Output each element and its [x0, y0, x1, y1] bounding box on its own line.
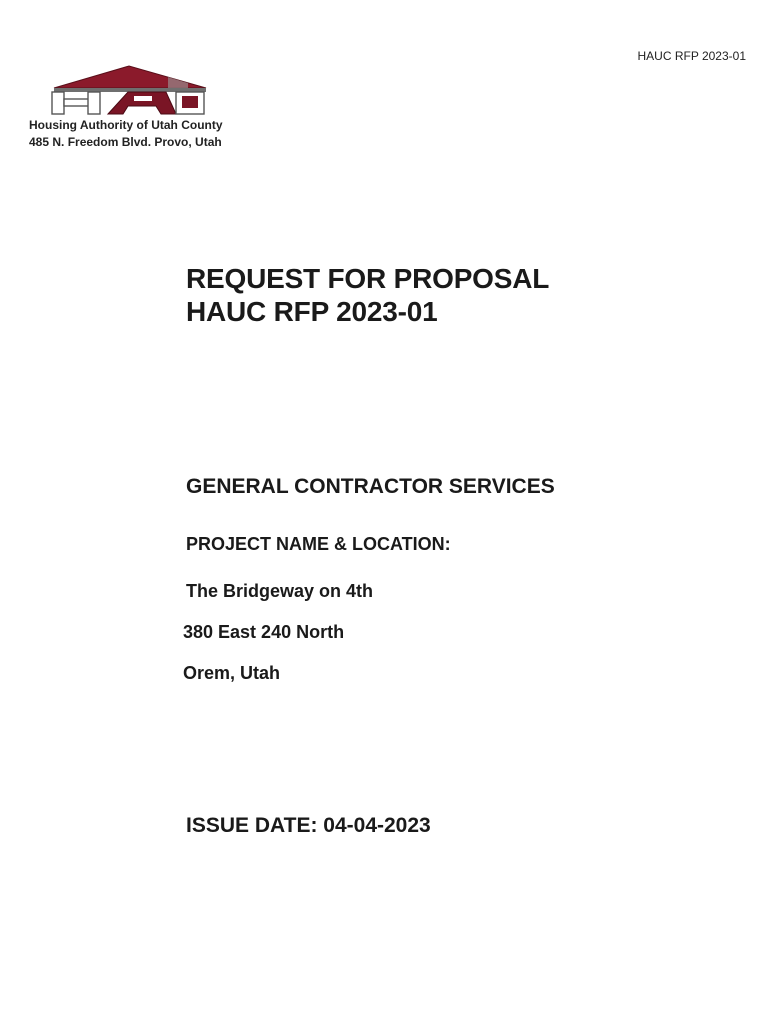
issue-date: ISSUE DATE: 04-04-2023 — [186, 814, 431, 837]
header-reference: HAUC RFP 2023-01 — [637, 49, 746, 63]
project-label: PROJECT NAME & LOCATION: — [186, 534, 451, 554]
housing-authority-logo — [48, 64, 210, 116]
project-city: Orem, Utah — [183, 663, 281, 683]
project-name: The Bridgeway on 4th — [186, 581, 374, 601]
title-line-1: REQUEST FOR PROPOSAL — [186, 263, 550, 294]
services-heading: GENERAL CONTRACTOR SERVICES — [186, 475, 555, 498]
organization-address: 485 N. Freedom Blvd. Provo, Utah — [29, 135, 222, 149]
organization-info — [29, 117, 223, 151]
document-title — [186, 262, 549, 328]
organization-name: Housing Authority of Utah County — [29, 118, 223, 132]
project-street: 380 East 240 North — [183, 622, 345, 642]
title-line-2: HAUC RFP 2023-01 — [186, 296, 438, 327]
